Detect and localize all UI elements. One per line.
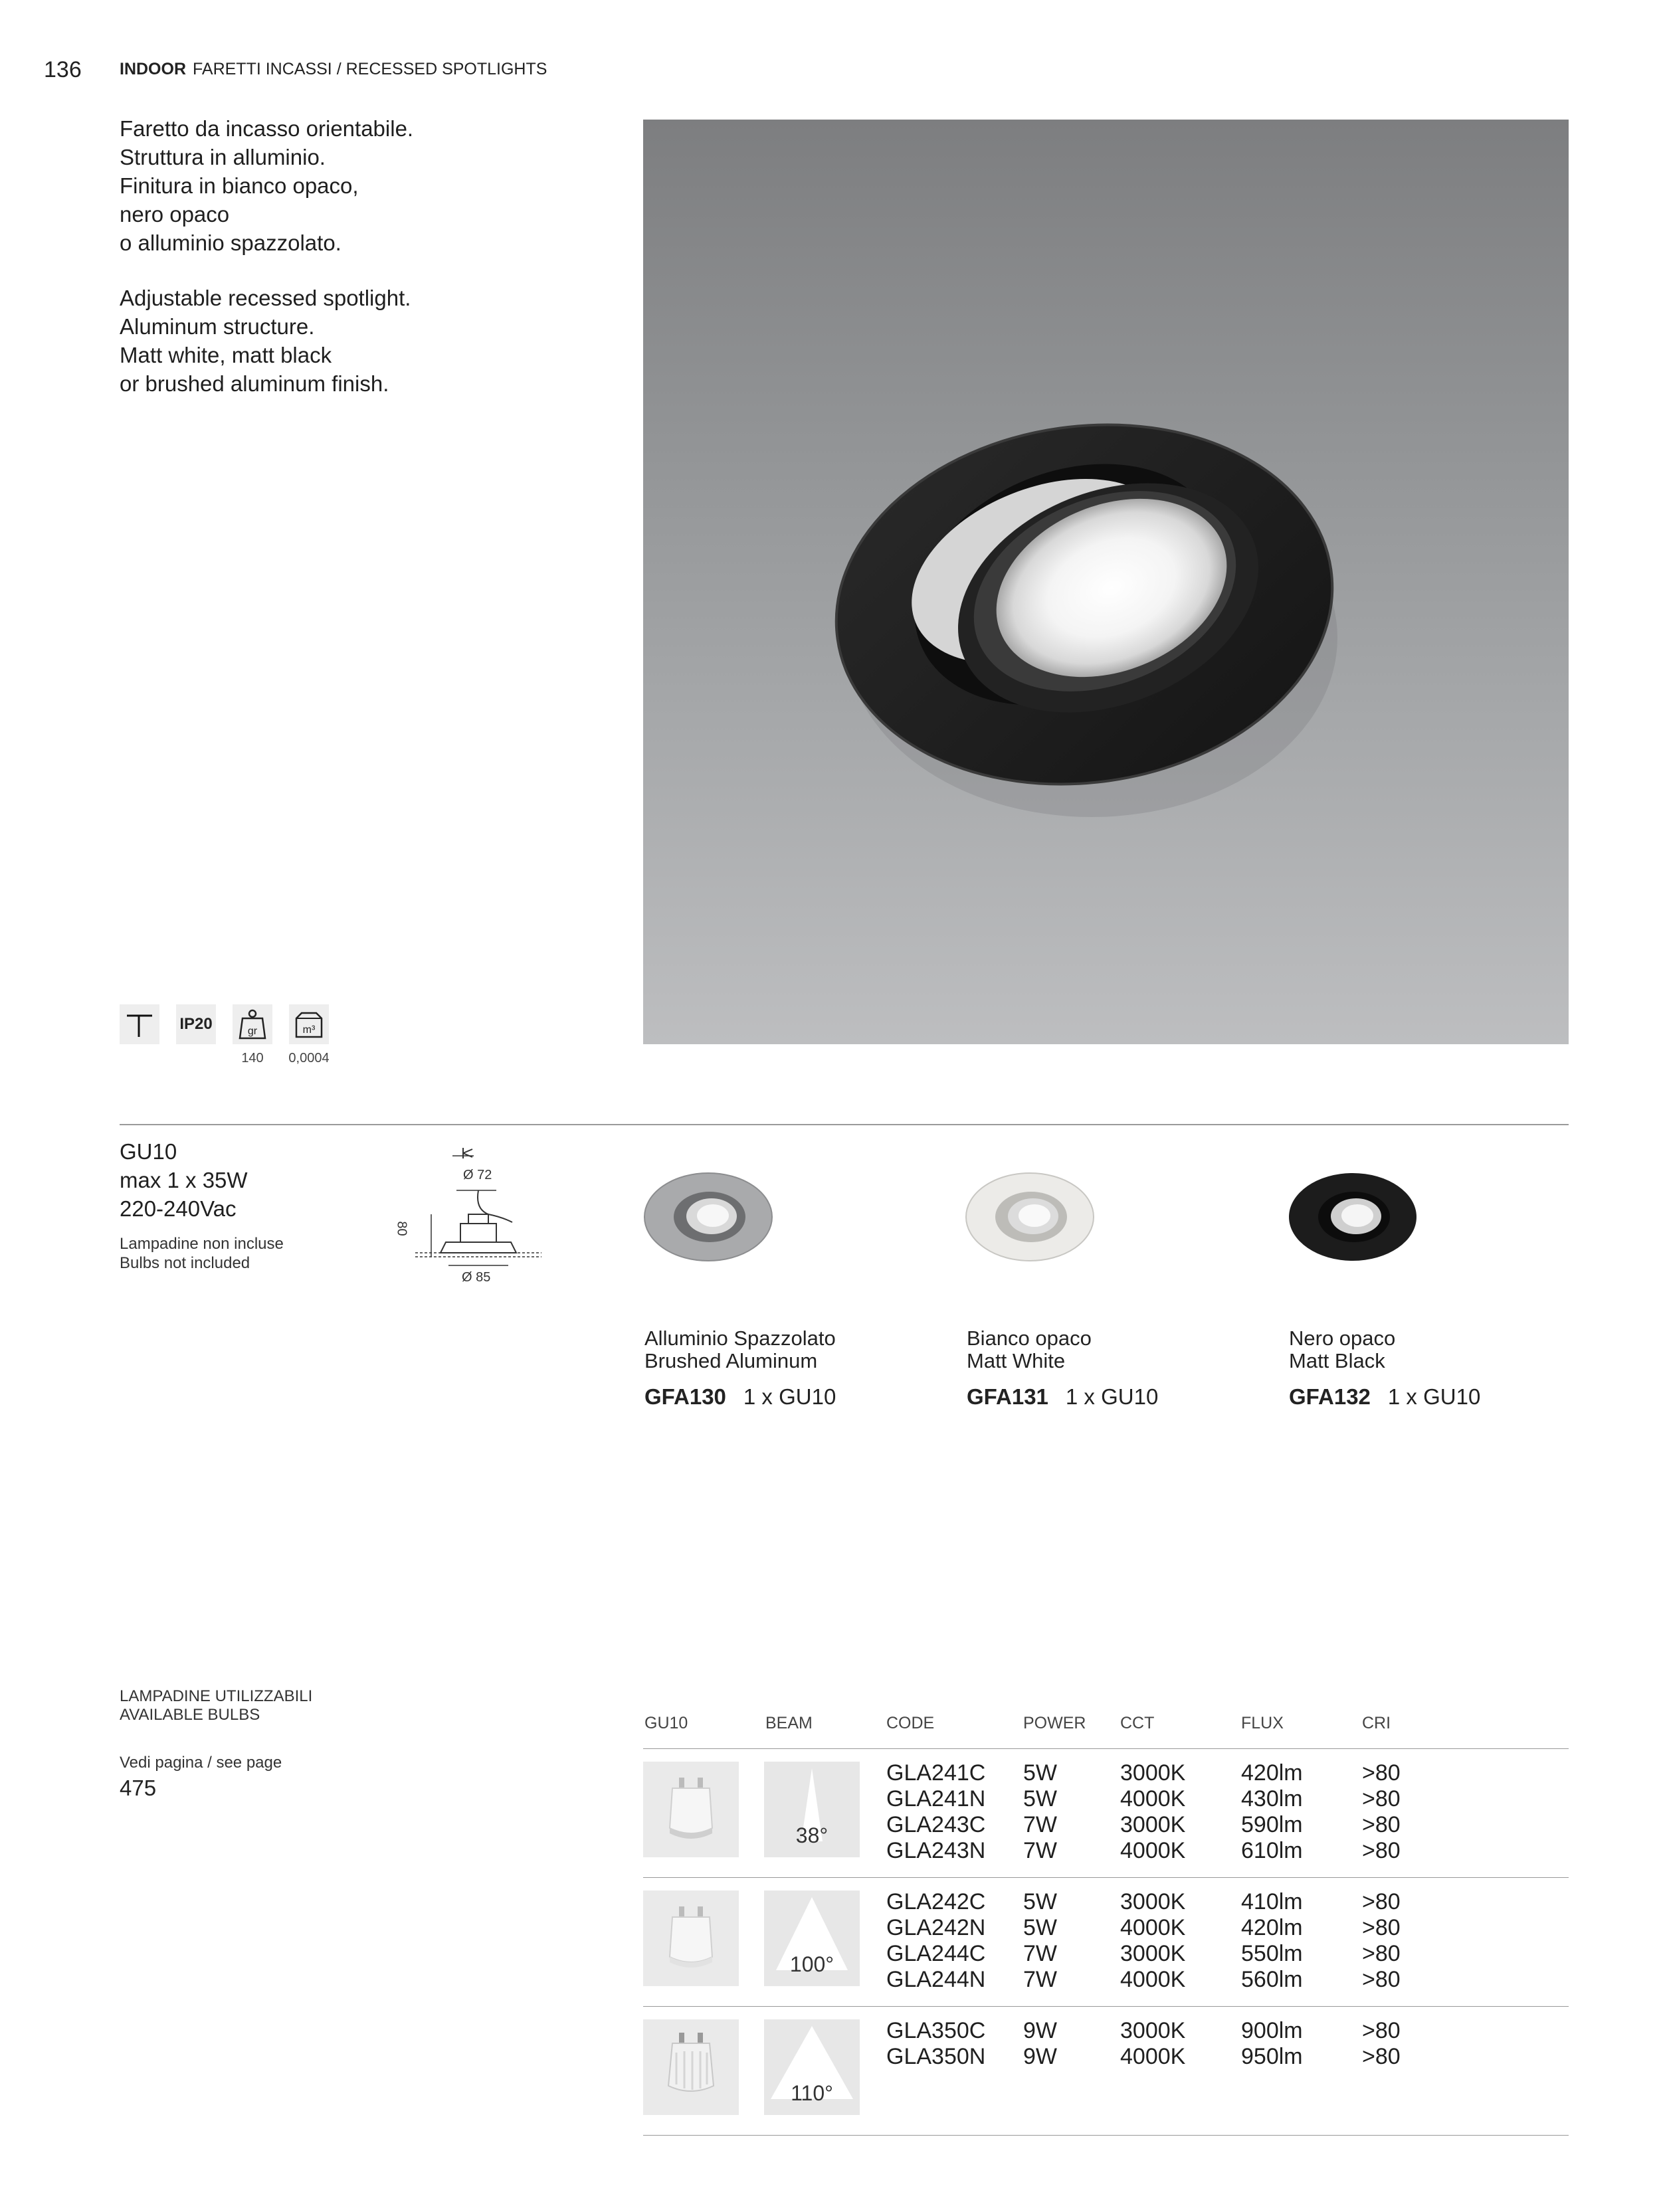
- page-number: 136: [44, 57, 82, 82]
- description-en-line: Adjustable recessed spotlight.: [120, 286, 411, 310]
- variant-name-en: Brushed Aluminum: [644, 1349, 818, 1372]
- bulb-power: [1023, 1760, 1057, 1864]
- bulb-power-value: 7W: [1023, 1967, 1057, 1992]
- description-en-line: Aluminum structure.: [120, 314, 315, 339]
- bulb-flux-value: 900lm: [1241, 2018, 1303, 2043]
- volume-value: 0,0004: [288, 1051, 330, 1065]
- variant-lamp: 1 x GU10: [743, 1384, 836, 1409]
- bulb-cri-value: >80: [1362, 1812, 1401, 1837]
- bulb-cct: [1120, 1889, 1185, 1993]
- column-header-flux: FLUX: [1241, 1714, 1284, 1732]
- bulb-thumbnail: [643, 2019, 739, 2115]
- bulb-cri-value: >80: [1362, 1941, 1401, 1966]
- beam-angle-label: 38°: [795, 1823, 829, 1847]
- bulb-cri-value: >80: [1362, 1786, 1401, 1811]
- bulb-power-value: 5W: [1023, 1915, 1057, 1940]
- variant-image-matt-white: [965, 1170, 1095, 1263]
- beam-angle-label: 100°: [789, 1952, 834, 1976]
- bulb-cct-value: 3000K: [1120, 1941, 1186, 1966]
- beam-angle-110: [764, 2019, 860, 2115]
- bulb-code: GLA244C: [886, 1941, 986, 1966]
- bulb-power-value: 7W: [1023, 1812, 1057, 1837]
- ip-rating-text: IP20: [179, 1015, 213, 1033]
- bulb-code: GLA243C: [886, 1812, 986, 1837]
- bulbs-note: [120, 1234, 284, 1273]
- page-header: [120, 60, 547, 79]
- bulb-cri-value: >80: [1362, 2018, 1401, 2043]
- bulb-flux-value: 590lm: [1241, 1812, 1303, 1837]
- see-page-link[interactable]: 475: [120, 1776, 157, 1800]
- bulb-cri-value: >80: [1362, 1838, 1401, 1863]
- variant-name-it: Nero opaco: [1289, 1327, 1396, 1350]
- bulbs-note-en: Bulbs not included: [120, 1254, 250, 1272]
- bulb-cri-value: >80: [1362, 2044, 1401, 2069]
- bulb-flux-value: 430lm: [1241, 1786, 1303, 1811]
- bulb-cct-value: 4000K: [1120, 2044, 1186, 2069]
- bulb-flux-value: 420lm: [1241, 1760, 1303, 1786]
- variant-name-it: Bianco opaco: [967, 1327, 1092, 1350]
- row-divider: [643, 1877, 1569, 1878]
- bulb-code: GLA243N: [886, 1838, 986, 1863]
- variant-name-it: Alluminio Spazzolato: [644, 1327, 836, 1350]
- bulb-code: GLA242C: [886, 1889, 986, 1914]
- description-it-line: nero opaco: [120, 202, 230, 227]
- bulb-power-value: 5W: [1023, 1786, 1057, 1811]
- bulb-code: GLA350C: [886, 2018, 986, 2043]
- variant-code: GFA132: [1289, 1384, 1371, 1409]
- bulb-codes: [886, 1889, 985, 1993]
- weight-value: 140: [241, 1051, 264, 1065]
- volume-box-icon: [289, 1004, 329, 1044]
- bulb-flux: [1241, 2018, 1303, 2070]
- bulb-power: [1023, 1889, 1057, 1993]
- category-label: FARETTI INCASSI / RECESSED SPOTLIGHTS: [193, 60, 547, 78]
- bulb-cri-value: >80: [1362, 1889, 1401, 1914]
- bulb-flux: [1241, 1760, 1303, 1864]
- column-header-beam: BEAM: [765, 1714, 813, 1732]
- description-it-line: o alluminio spazzolato.: [120, 230, 342, 255]
- bulb-code: GLA241N: [886, 1786, 986, 1811]
- variant-lamp: 1 x GU10: [1387, 1384, 1481, 1409]
- bulb-code: GLA242N: [886, 1915, 986, 1940]
- bulb-flux-value: 950lm: [1241, 2044, 1303, 2069]
- technical-drawing: [389, 1143, 548, 1295]
- variant-name-en: Matt White: [967, 1349, 1066, 1372]
- product-description: [120, 114, 413, 398]
- spec-max-power: max 1 x 35W: [120, 1168, 248, 1192]
- beam-angle-38: [764, 1762, 860, 1857]
- bulb-cct-value: 4000K: [1120, 1838, 1186, 1863]
- bulb-code: GLA241C: [886, 1760, 986, 1786]
- bulb-cct: [1120, 1760, 1185, 1864]
- bulb-code: GLA244N: [886, 1967, 986, 1992]
- bulb-power-value: 5W: [1023, 1889, 1057, 1914]
- height-label: 80: [394, 1221, 409, 1236]
- ip-rating-icon: [176, 1004, 216, 1044]
- weight-icon: [233, 1004, 272, 1044]
- beam-angle-label: 110°: [791, 2081, 833, 2105]
- column-header-cct: CCT: [1120, 1714, 1155, 1732]
- technical-specs: [120, 1137, 248, 1223]
- column-header-power: POWER: [1023, 1714, 1086, 1732]
- description-it-line: Faretto da incasso orientabile.: [120, 116, 414, 141]
- description-it-line: Finitura in bianco opaco,: [120, 173, 359, 198]
- bulb-codes: [886, 2018, 985, 2070]
- column-header-gu10: GU10: [644, 1714, 688, 1732]
- see-page-label: Vedi pagina / see page: [120, 1754, 282, 1772]
- bulb-cri: [1362, 2018, 1401, 2070]
- variant-name-en: Matt Black: [1289, 1349, 1385, 1372]
- bulb-flux-value: 550lm: [1241, 1941, 1303, 1966]
- variant-matt-black: [1289, 1327, 1480, 1410]
- section-label: INDOOR: [120, 60, 186, 78]
- bulb-power: [1023, 2018, 1057, 2070]
- bulb-cct-value: 4000K: [1120, 1915, 1186, 1940]
- bulb-cri: [1362, 1760, 1401, 1864]
- spec-lamp-type: GU10: [120, 1139, 177, 1164]
- recessed-mount-icon: [120, 1004, 159, 1044]
- bulb-codes: [886, 1760, 985, 1864]
- bulb-cct-value: 3000K: [1120, 1760, 1186, 1786]
- bulbs-title-it: LAMPADINE UTILIZZABILI: [120, 1687, 313, 1705]
- bulb-flux-value: 610lm: [1241, 1838, 1303, 1863]
- table-header-divider: [643, 1748, 1569, 1749]
- bulb-cct: [1120, 2018, 1185, 2070]
- variant-image-brushed-aluminum: [643, 1170, 773, 1263]
- variant-code: GFA130: [644, 1384, 726, 1409]
- variant-code: GFA131: [967, 1384, 1048, 1409]
- beam-angle-100: [764, 1890, 860, 1986]
- bulb-flux: [1241, 1889, 1303, 1993]
- bulb-thumbnail: [643, 1762, 739, 1857]
- variant-image-matt-black: [1288, 1170, 1418, 1263]
- column-header-cri: CRI: [1362, 1714, 1391, 1732]
- volume-icon-symbol: m³: [302, 1024, 316, 1036]
- outer-diameter-label: Ø 85: [462, 1270, 491, 1285]
- bulb-cct-value: 3000K: [1120, 1812, 1186, 1837]
- column-header-code: CODE: [886, 1714, 935, 1732]
- bulb-cri: [1362, 1889, 1401, 1993]
- description-en-line: or brushed aluminum finish.: [120, 371, 389, 396]
- bulb-power-value: 9W: [1023, 2044, 1057, 2069]
- hero-product-photo: [643, 120, 1569, 1044]
- bulb-power-value: 9W: [1023, 2018, 1057, 2043]
- bulb-power-value: 7W: [1023, 1941, 1057, 1966]
- bulbs-section-title: [120, 1687, 312, 1724]
- bulb-cri-value: >80: [1362, 1760, 1401, 1786]
- bulb-cri-value: >80: [1362, 1915, 1401, 1940]
- recessed-spotlight-illustration: [643, 120, 1569, 1044]
- description-en-line: Matt white, matt black: [120, 343, 332, 367]
- bulb-power-value: 5W: [1023, 1760, 1057, 1786]
- bulb-cri-value: >80: [1362, 1967, 1401, 1992]
- bulbs-title-en: AVAILABLE BULBS: [120, 1706, 260, 1724]
- bulb-flux-value: 420lm: [1241, 1915, 1303, 1940]
- section-divider: [120, 1124, 1569, 1125]
- spec-voltage: 220-240Vac: [120, 1196, 237, 1221]
- bulb-flux-value: 560lm: [1241, 1967, 1303, 1992]
- row-divider: [643, 2006, 1569, 2007]
- bulbs-note-it: Lampadine non incluse: [120, 1235, 284, 1253]
- bulb-code: GLA350N: [886, 2044, 986, 2069]
- bulb-thumbnail: [643, 1890, 739, 1986]
- variant-lamp: 1 x GU10: [1065, 1384, 1159, 1409]
- bulb-cct-value: 4000K: [1120, 1967, 1186, 1992]
- bulb-cct-value: 3000K: [1120, 2018, 1186, 2043]
- variant-matt-white: [967, 1327, 1158, 1410]
- weight-icon-symbol: gr: [247, 1026, 258, 1037]
- variant-brushed-aluminum: [644, 1327, 836, 1410]
- cutout-diameter-label: Ø 72: [463, 1168, 492, 1182]
- description-it-line: Struttura in alluminio.: [120, 145, 326, 169]
- bulb-cct-value: 4000K: [1120, 1786, 1186, 1811]
- bulb-cct-value: 3000K: [1120, 1889, 1186, 1914]
- bulb-power-value: 7W: [1023, 1838, 1057, 1863]
- bulb-flux-value: 410lm: [1241, 1889, 1303, 1914]
- table-bottom-divider: [643, 2135, 1569, 2136]
